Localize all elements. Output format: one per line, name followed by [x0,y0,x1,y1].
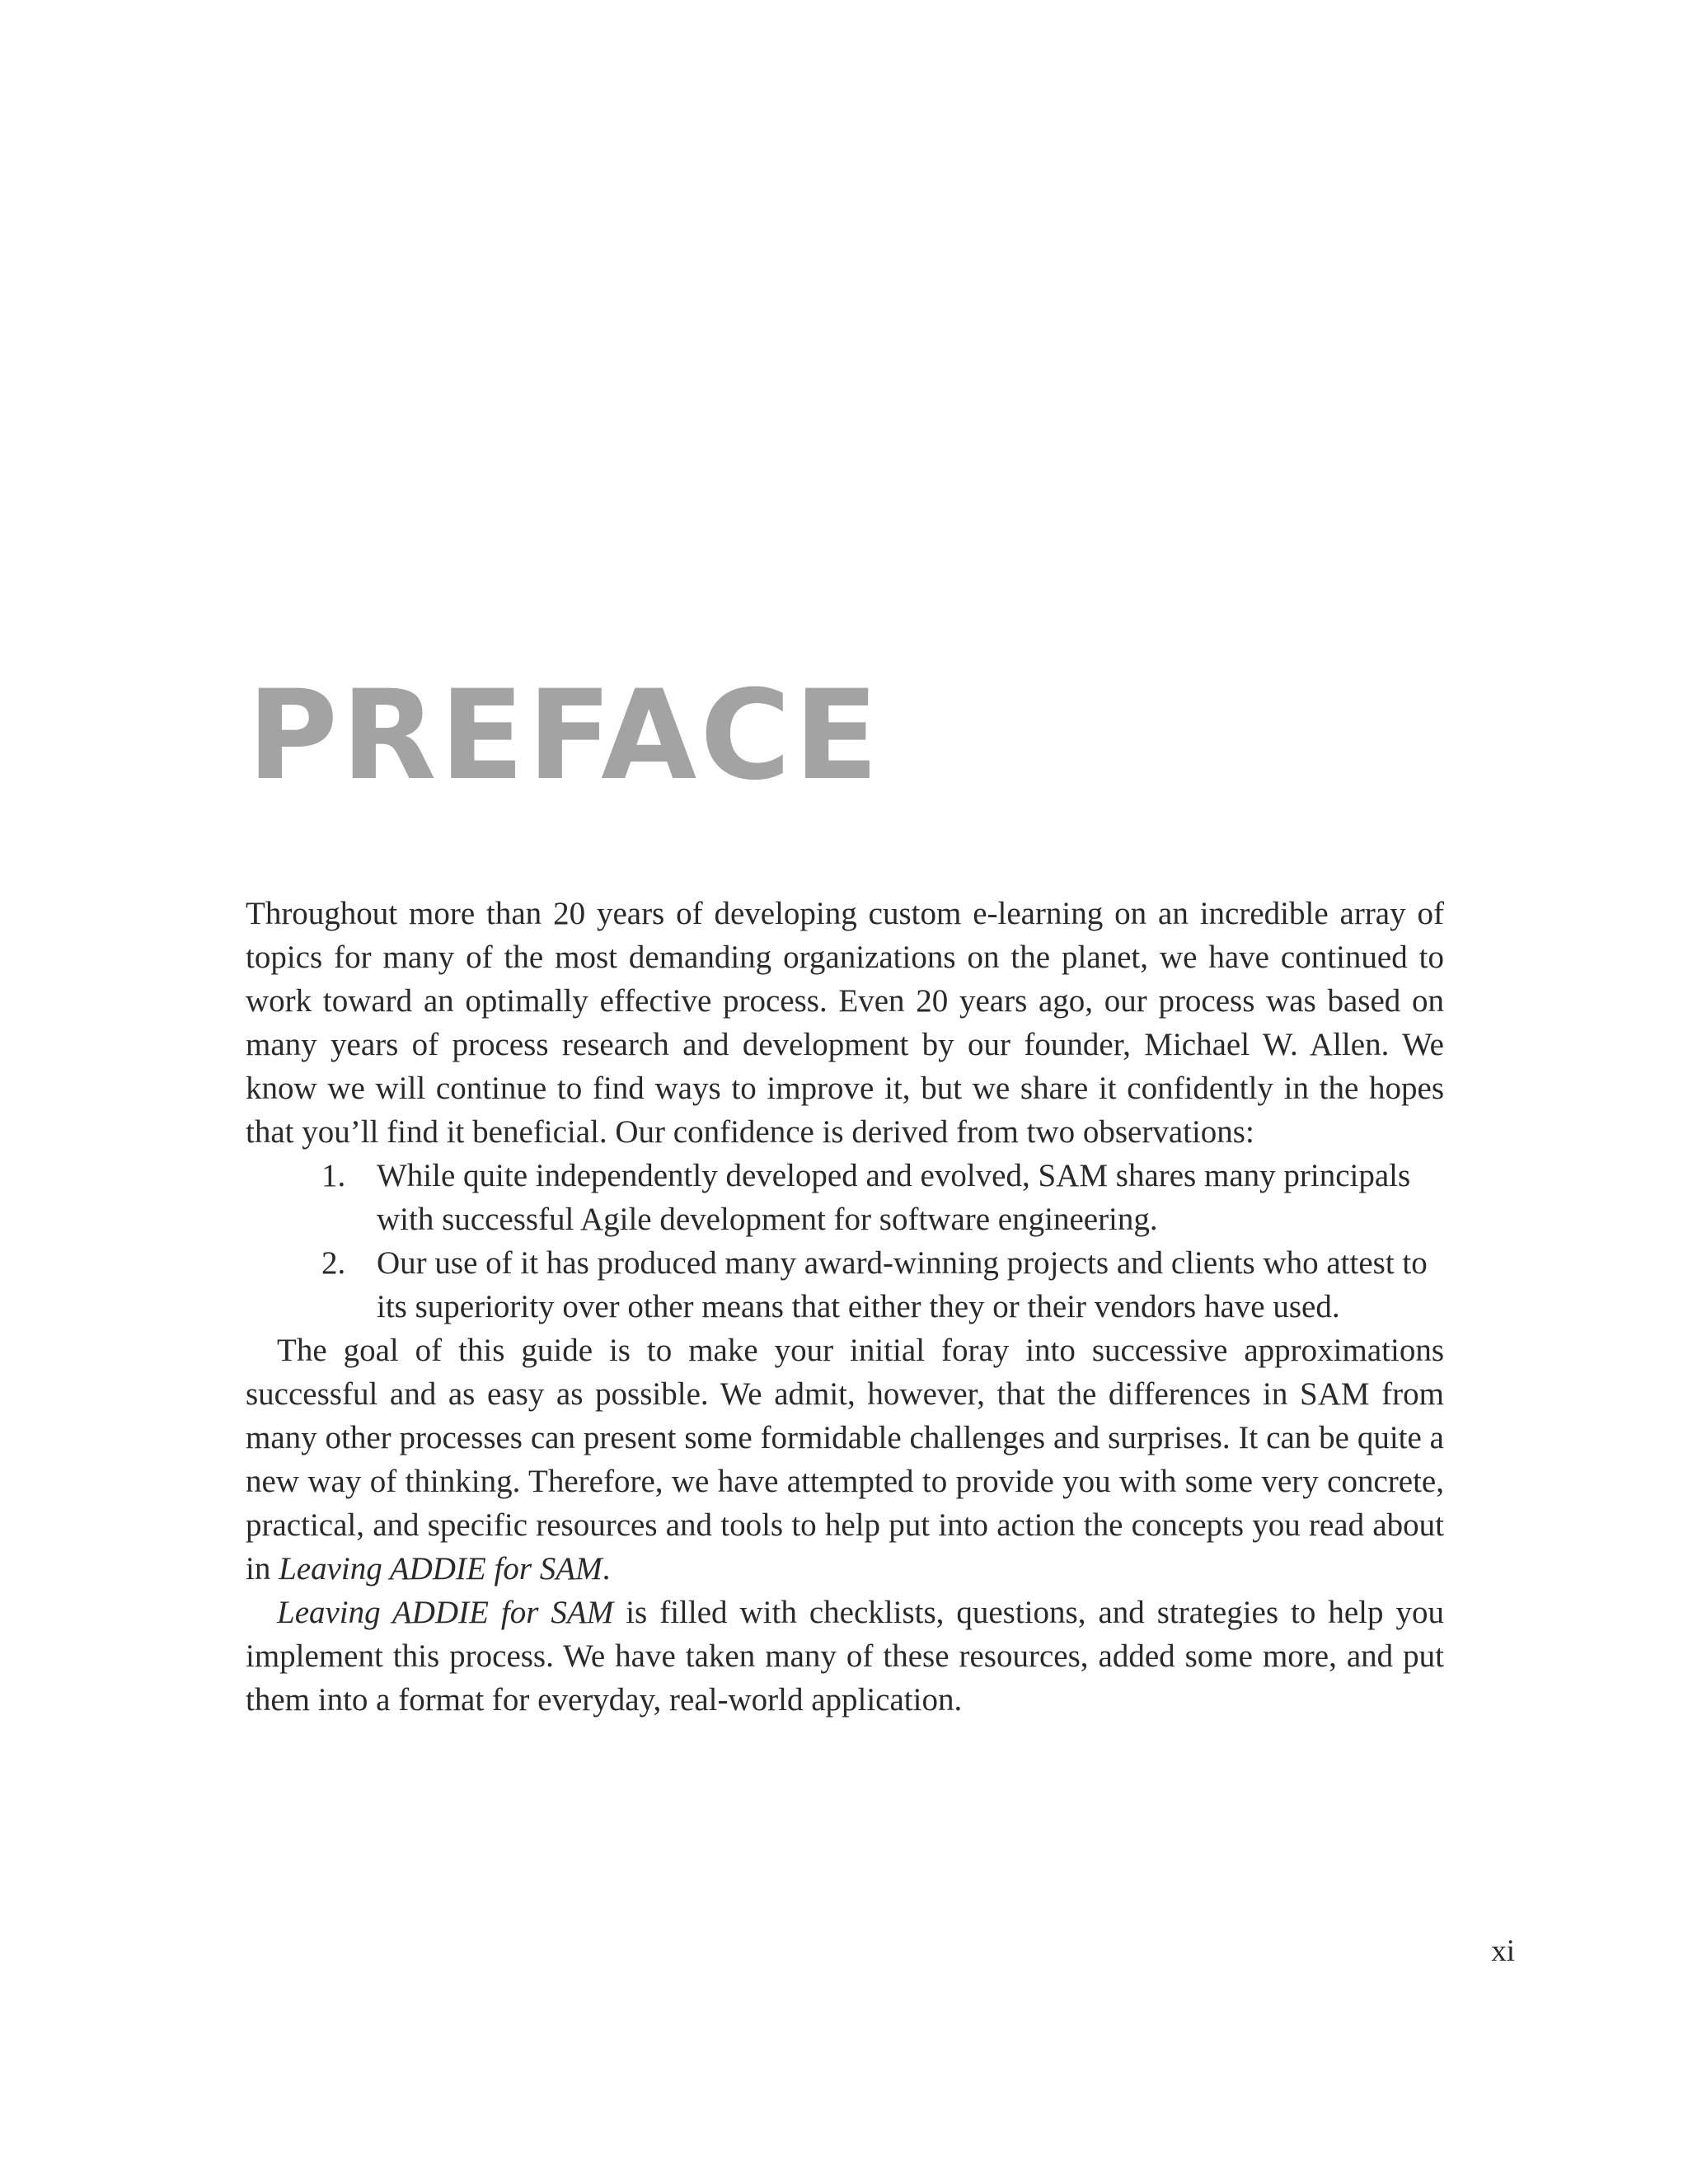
page-number: xi [1491,1934,1515,1968]
goal-paragraph-end: . [602,1551,611,1586]
list-item-number: 2. [321,1245,346,1281]
list-item [321,1154,1444,1241]
intro-paragraph: Throughout more than 20 years of developing custom e-learning on an incredible array of topics for many of the most demanding organizations on the planet, we have continued to work toward an optimally effective process. Even 20 years ago, our process was based on many years of process research and development by our founder, Michael W. Allen. We know we will continue to find ways to improve it, but we share it confidently in the hopes that you’ll find it beneficial. Our confidence is derived from two observations: [246,896,1444,1150]
resources-paragraph-text: is filled with checklists, questions, and strategies to help you implement this process. We have taken many of these resources, added some more, and put them into a format for everyday, real-world application. [246,1595,1444,1718]
list-item-text: While quite independently developed and evolved, SAM shares many principals with successful Agile development for software engineering. [377,1158,1411,1237]
list-item [321,1241,1444,1329]
goal-paragraph-text: The goal of this guide is to make your initial foray into successive approximations successful and as easy as possible. We admit, however, that the differences in SAM from many other processes can present some formidable challenges and surprises. It can be quite a new way of thinking. Therefore, we have attempted to provide you with some very concrete, practical, and specific resources and tools to help put into action the concepts you read about in [246,1333,1444,1586]
preface-body [246,892,1444,1722]
list-item-text: Our use of it has produced many award-winning projects and clients who attest to its superiority over other means that either they or their vendors have used. [377,1245,1428,1324]
chapter-heading: PREFACE [247,664,882,808]
book-title-reference: Leaving ADDIE for SAM [277,1595,614,1630]
goal-paragraph [246,1329,1444,1591]
book-title-reference: Leaving ADDIE for SAM [279,1551,603,1586]
resources-paragraph [246,1591,1444,1722]
list-item-number: 1. [321,1158,346,1193]
observations-list [246,1154,1444,1329]
